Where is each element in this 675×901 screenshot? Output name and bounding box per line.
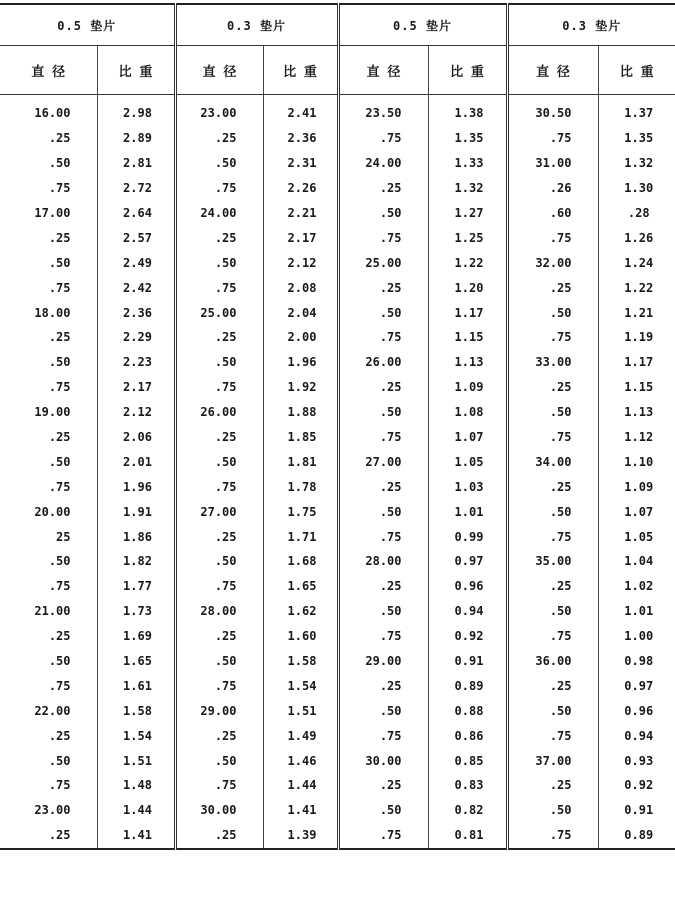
diameter-cell: 29.00 [175,698,263,723]
diameter-cell: .75 [175,673,263,698]
specific-gravity-cell: 0.96 [428,574,507,599]
diameter-cell: 24.00 [175,201,263,226]
specific-gravity-cell: 1.20 [428,275,507,300]
table-row [0,325,675,350]
table-row [0,599,675,624]
table-row [0,176,675,201]
diameter-cell: .75 [507,325,598,350]
table-row [0,499,675,524]
specific-gravity-cell: 0.86 [428,723,507,748]
specific-gravity-cell: 1.92 [263,375,338,400]
diameter-cell: 37.00 [507,748,598,773]
table-row [0,425,675,450]
specific-gravity-cell: 2.12 [263,250,338,275]
diameter-cell: .25 [175,225,263,250]
diameter-cell: .75 [48,380,71,395]
diameter-cell: 26.00 [338,350,428,375]
table-row [0,151,675,176]
table-row [0,748,675,773]
table-row [0,201,675,226]
specific-gravity-cell: 0.94 [428,599,507,624]
specific-gravity-cell: 2.36 [97,300,175,325]
specific-gravity-cell: 1.05 [428,449,507,474]
specific-gravity-cell: 0.94 [598,723,675,748]
table-row [0,823,675,849]
diameter-cell: .25 [48,330,71,345]
specific-gravity-cell: 1.58 [97,698,175,723]
specific-gravity-cell: 1.65 [97,649,175,674]
diameter-cell: .75 [338,524,428,549]
diameter-header: 直 径 [507,46,598,95]
specific-gravity-cell: 1.25 [428,225,507,250]
diameter-cell: .75 [175,275,263,300]
table-row [0,673,675,698]
diameter-cell: 27.00 [338,449,428,474]
specific-gravity-cell: 2.17 [97,375,175,400]
specific-gravity-cell: 2.00 [263,325,338,350]
specific-gravity-cell: 1.09 [428,375,507,400]
diameter-cell: .75 [175,773,263,798]
diameter-cell: .75 [507,126,598,151]
diameter-cell: .50 [48,753,71,768]
specific-gravity-cell: 1.15 [598,375,675,400]
diameter-cell: .25 [507,375,598,400]
diameter-cell: .25 [338,375,428,400]
diameter-cell: .75 [48,280,71,295]
diameter-cell: .75 [507,624,598,649]
diameter-cell: 30.00 [175,798,263,823]
specific-gravity-cell: 1.15 [428,325,507,350]
specific-gravity-cell: 1.21 [598,300,675,325]
diameter-cell: 30.00 [338,748,428,773]
diameter-cell: .50 [338,201,428,226]
diameter-cell: .25 [175,126,263,151]
specific-gravity-cell: 1.68 [263,549,338,574]
specific-gravity-cell: 1.05 [598,524,675,549]
table-row [0,723,675,748]
diameter-cell: .75 [175,474,263,499]
specific-gravity-cell: 1.51 [97,748,175,773]
diameter-cell: .25 [175,823,263,849]
diameter-cell: .75 [507,723,598,748]
specific-gravity-cell: 2.64 [97,201,175,226]
diameter-cell: .25 [338,574,428,599]
diameter-cell: .75 [338,325,428,350]
diameter-cell: .25 [48,131,71,146]
specific-gravity-cell: 1.24 [598,250,675,275]
specific-gravity-cell: 2.57 [97,225,175,250]
diameter-cell: .25 [338,474,428,499]
table-row [0,250,675,275]
specific-gravity-cell: 1.58 [263,649,338,674]
specific-gravity-cell: 0.82 [428,798,507,823]
specific-gravity-cell: 1.49 [263,723,338,748]
specific-gravity-cell: 1.62 [263,599,338,624]
diameter-cell: 35.00 [507,549,598,574]
specific-gravity-cell: 2.17 [263,225,338,250]
diameter-cell: .50 [175,649,263,674]
diameter-cell: 33.00 [507,350,598,375]
specific-gravity-cell: 2.49 [97,250,175,275]
diameter-cell: 28.00 [175,599,263,624]
specific-gravity-cell: 1.35 [598,126,675,151]
diameter-cell: .75 [507,524,598,549]
diameter-cell: 18.00 [34,305,71,320]
table-row [0,95,675,126]
specific-gravity-cell: 2.12 [97,400,175,425]
specific-gravity-cell: 1.44 [97,798,175,823]
diameter-cell: .50 [48,454,71,469]
specific-gravity-header: 比 重 [97,46,175,95]
specific-gravity-cell: 2.04 [263,300,338,325]
specific-gravity-cell: 1.10 [598,449,675,474]
diameter-cell: .75 [507,225,598,250]
diameter-cell: 22.00 [34,703,71,718]
specific-gravity-cell: 1.26 [598,225,675,250]
diameter-cell: .75 [507,823,598,849]
specific-gravity-cell: 1.01 [598,599,675,624]
diameter-cell: .60 [507,201,598,226]
diameter-cell: .75 [48,778,71,793]
specific-gravity-cell: 0.85 [428,748,507,773]
specific-gravity-cell: 0.89 [428,673,507,698]
specific-gravity-cell: 1.48 [97,773,175,798]
diameter-cell: .75 [338,624,428,649]
specific-gravity-cell: 1.33 [428,151,507,176]
specific-gravity-cell: 1.88 [263,400,338,425]
specific-gravity-cell: 1.27 [428,201,507,226]
specific-gravity-cell: 1.17 [598,350,675,375]
specific-gravity-header: 比 重 [598,46,675,95]
specific-gravity-cell: 1.78 [263,474,338,499]
diameter-cell: .50 [338,300,428,325]
table-row [0,375,675,400]
specific-gravity-cell: 2.41 [263,95,338,126]
column-header-row [0,46,675,95]
diameter-cell: .50 [175,250,263,275]
diameter-cell: .50 [507,499,598,524]
diameter-cell: .26 [507,176,598,201]
specific-gravity-cell: .28 [598,201,675,226]
diameter-cell: .50 [507,798,598,823]
specific-gravity-cell: 1.41 [263,798,338,823]
diameter-cell: 32.00 [507,250,598,275]
diameter-cell: 21.00 [34,604,71,619]
diameter-cell: .50 [507,400,598,425]
diameter-cell: .50 [175,449,263,474]
specific-gravity-cell: 1.08 [428,400,507,425]
table-row [0,624,675,649]
specific-gravity-cell: 1.07 [428,425,507,450]
specific-gravity-cell: 2.23 [97,350,175,375]
specific-gravity-cell: 2.89 [97,126,175,151]
specific-gravity-cell: 2.29 [97,325,175,350]
diameter-cell: .50 [175,748,263,773]
diameter-cell: .50 [338,599,428,624]
diameter-cell: 25.00 [338,250,428,275]
specific-gravity-cell: 1.03 [428,474,507,499]
specific-gravity-cell: 2.36 [263,126,338,151]
specific-gravity-cell: 1.04 [598,549,675,574]
diameter-cell: .25 [338,673,428,698]
specific-gravity-header: 比 重 [263,46,338,95]
diameter-cell: .25 [507,773,598,798]
specific-gravity-cell: 1.12 [598,425,675,450]
diameter-cell: .25 [175,624,263,649]
table-row [0,400,675,425]
group-header-3: 0.5 垫片 [338,4,507,46]
diameter-cell: 23.50 [338,95,428,126]
specific-gravity-cell: 0.92 [598,773,675,798]
specific-gravity-cell: 1.96 [97,474,175,499]
table-row [0,649,675,674]
specific-gravity-cell: 0.92 [428,624,507,649]
table-row [0,698,675,723]
specific-gravity-cell: 2.31 [263,151,338,176]
specific-gravity-cell: 1.60 [263,624,338,649]
diameter-cell: .75 [338,723,428,748]
specific-gravity-cell: 0.88 [428,698,507,723]
specific-gravity-cell: 0.81 [428,823,507,849]
diameter-cell: .25 [48,828,71,843]
diameter-cell: .25 [175,524,263,549]
diameter-cell: .50 [338,499,428,524]
group-header-1: 0.5 垫片 [0,4,175,46]
specific-gravity-cell: 1.35 [428,126,507,151]
diameter-cell: .75 [48,579,71,594]
specific-gravity-cell: 1.00 [598,624,675,649]
table-row [0,474,675,499]
group-header-2: 0.3 垫片 [175,4,338,46]
diameter-cell: 24.00 [338,151,428,176]
specific-gravity-cell: 1.61 [97,673,175,698]
diameter-cell: .50 [175,549,263,574]
specific-gravity-cell: 1.71 [263,524,338,549]
specific-gravity-cell: 0.96 [598,698,675,723]
diameter-cell: .75 [338,425,428,450]
diameter-cell: 29.00 [338,649,428,674]
table-body [0,95,675,849]
specific-gravity-cell: 1.39 [263,823,338,849]
specific-gravity-cell: 1.22 [428,250,507,275]
diameter-cell: .75 [175,176,263,201]
diameter-cell: 36.00 [507,649,598,674]
diameter-cell: .50 [48,156,71,171]
group-header-4: 0.3 垫片 [507,4,675,46]
diameter-cell: .50 [175,350,263,375]
specific-gravity-cell: 1.38 [428,95,507,126]
table-row [0,126,675,151]
diameter-header: 直 径 [0,46,97,95]
diameter-cell: .75 [48,181,71,196]
specific-gravity-cell: 1.44 [263,773,338,798]
diameter-cell: .75 [507,425,598,450]
group-header-row [0,4,675,46]
specific-gravity-cell: 2.81 [97,151,175,176]
diameter-cell: 23.00 [175,95,263,126]
specific-gravity-cell: 1.19 [598,325,675,350]
diameter-header: 直 径 [338,46,428,95]
diameter-cell: .25 [507,275,598,300]
specific-gravity-cell: 0.91 [598,798,675,823]
specific-gravity-cell: 1.17 [428,300,507,325]
diameter-cell: .25 [338,176,428,201]
specific-gravity-cell: 1.85 [263,425,338,450]
specific-gravity-cell: 2.72 [97,176,175,201]
diameter-cell: 20.00 [34,504,71,519]
specific-gravity-cell: 1.41 [97,823,175,849]
table-row [0,350,675,375]
diameter-cell: .75 [338,823,428,849]
diameter-cell: .25 [507,574,598,599]
specific-gravity-cell: 1.09 [598,474,675,499]
specific-gravity-cell: 2.01 [97,449,175,474]
specific-gravity-cell: 2.21 [263,201,338,226]
diameter-cell: .25 [175,723,263,748]
specific-gravity-cell: 1.65 [263,574,338,599]
diameter-cell: .50 [338,400,428,425]
specific-gravity-cell: 0.93 [598,748,675,773]
diameter-cell: .75 [48,678,71,693]
table-row [0,275,675,300]
diameter-cell: 31.00 [507,151,598,176]
specific-gravity-cell: 0.89 [598,823,675,849]
diameter-cell: 23.00 [34,803,71,818]
specific-gravity-cell: 1.51 [263,698,338,723]
specific-gravity-cell: 1.86 [97,524,175,549]
specific-gravity-cell: 1.54 [97,723,175,748]
specific-gravity-cell: 1.96 [263,350,338,375]
diameter-cell: .75 [48,479,71,494]
specific-gravity-cell: 1.73 [97,599,175,624]
diameter-cell: 19.00 [34,405,71,420]
table-row [0,549,675,574]
table-row [0,574,675,599]
specific-gravity-cell: 1.13 [428,350,507,375]
table-row [0,225,675,250]
diameter-cell: 27.00 [175,499,263,524]
diameter-cell: .50 [507,300,598,325]
table-row [0,524,675,549]
diameter-cell: .25 [507,673,598,698]
specific-gravity-cell: 1.91 [97,499,175,524]
diameter-cell: .75 [338,126,428,151]
diameter-cell: .75 [338,225,428,250]
diameter-specific-gravity-table [0,3,675,850]
specific-gravity-cell: 2.06 [97,425,175,450]
specific-gravity-cell: 1.54 [263,673,338,698]
specific-gravity-cell: 1.77 [97,574,175,599]
diameter-cell: .25 [175,425,263,450]
diameter-cell: .50 [48,355,71,370]
diameter-cell: .25 [48,430,71,445]
table-row [0,449,675,474]
specific-gravity-cell: 1.81 [263,449,338,474]
diameter-cell: 30.50 [507,95,598,126]
specific-gravity-cell: 1.07 [598,499,675,524]
diameter-cell: .25 [507,474,598,499]
diameter-cell: 26.00 [175,400,263,425]
specific-gravity-cell: 0.99 [428,524,507,549]
specific-gravity-cell: 1.37 [598,95,675,126]
table-row [0,798,675,823]
specific-gravity-cell: 1.32 [598,151,675,176]
specific-gravity-cell: 0.97 [428,549,507,574]
specific-gravity-cell: 1.32 [428,176,507,201]
diameter-cell: .25 [48,728,71,743]
diameter-header: 直 径 [175,46,263,95]
specific-gravity-cell: 1.75 [263,499,338,524]
specific-gravity-cell: 2.42 [97,275,175,300]
specific-gravity-cell: 1.30 [598,176,675,201]
diameter-cell: .50 [338,798,428,823]
specific-gravity-cell: 1.02 [598,574,675,599]
specific-gravity-cell: 2.98 [97,95,175,126]
diameter-cell: .50 [48,554,71,569]
diameter-cell: .50 [507,599,598,624]
specific-gravity-cell: 0.97 [598,673,675,698]
specific-gravity-cell: 1.82 [97,549,175,574]
specific-gravity-cell: 0.83 [428,773,507,798]
diameter-cell: 34.00 [507,449,598,474]
specific-gravity-header: 比 重 [428,46,507,95]
table-row [0,300,675,325]
specific-gravity-cell: 2.08 [263,275,338,300]
diameter-cell: .50 [507,698,598,723]
diameter-cell: .25 [338,275,428,300]
diameter-cell: 17.00 [34,206,71,220]
diameter-cell: .50 [48,255,71,270]
specific-gravity-cell: 1.69 [97,624,175,649]
specific-gravity-cell: 1.01 [428,499,507,524]
diameter-cell: .25 [48,230,71,245]
specific-gravity-cell: 0.91 [428,649,507,674]
diameter-cell: 25 [56,529,71,544]
diameter-cell: .25 [48,629,71,644]
diameter-cell: 25.00 [175,300,263,325]
diameter-cell: .75 [175,375,263,400]
specific-gravity-cell: 0.98 [598,649,675,674]
specific-gravity-cell: 1.13 [598,400,675,425]
diameter-cell: 28.00 [338,549,428,574]
diameter-cell: .25 [338,773,428,798]
specific-gravity-cell: 1.22 [598,275,675,300]
specific-gravity-cell: 2.26 [263,176,338,201]
table-row [0,773,675,798]
diameter-cell: .50 [338,698,428,723]
diameter-cell: .50 [48,654,71,669]
diameter-cell: .50 [175,151,263,176]
specific-gravity-cell: 1.46 [263,748,338,773]
diameter-cell: .25 [175,325,263,350]
diameter-cell: 16.00 [34,106,71,121]
diameter-cell: .75 [175,574,263,599]
